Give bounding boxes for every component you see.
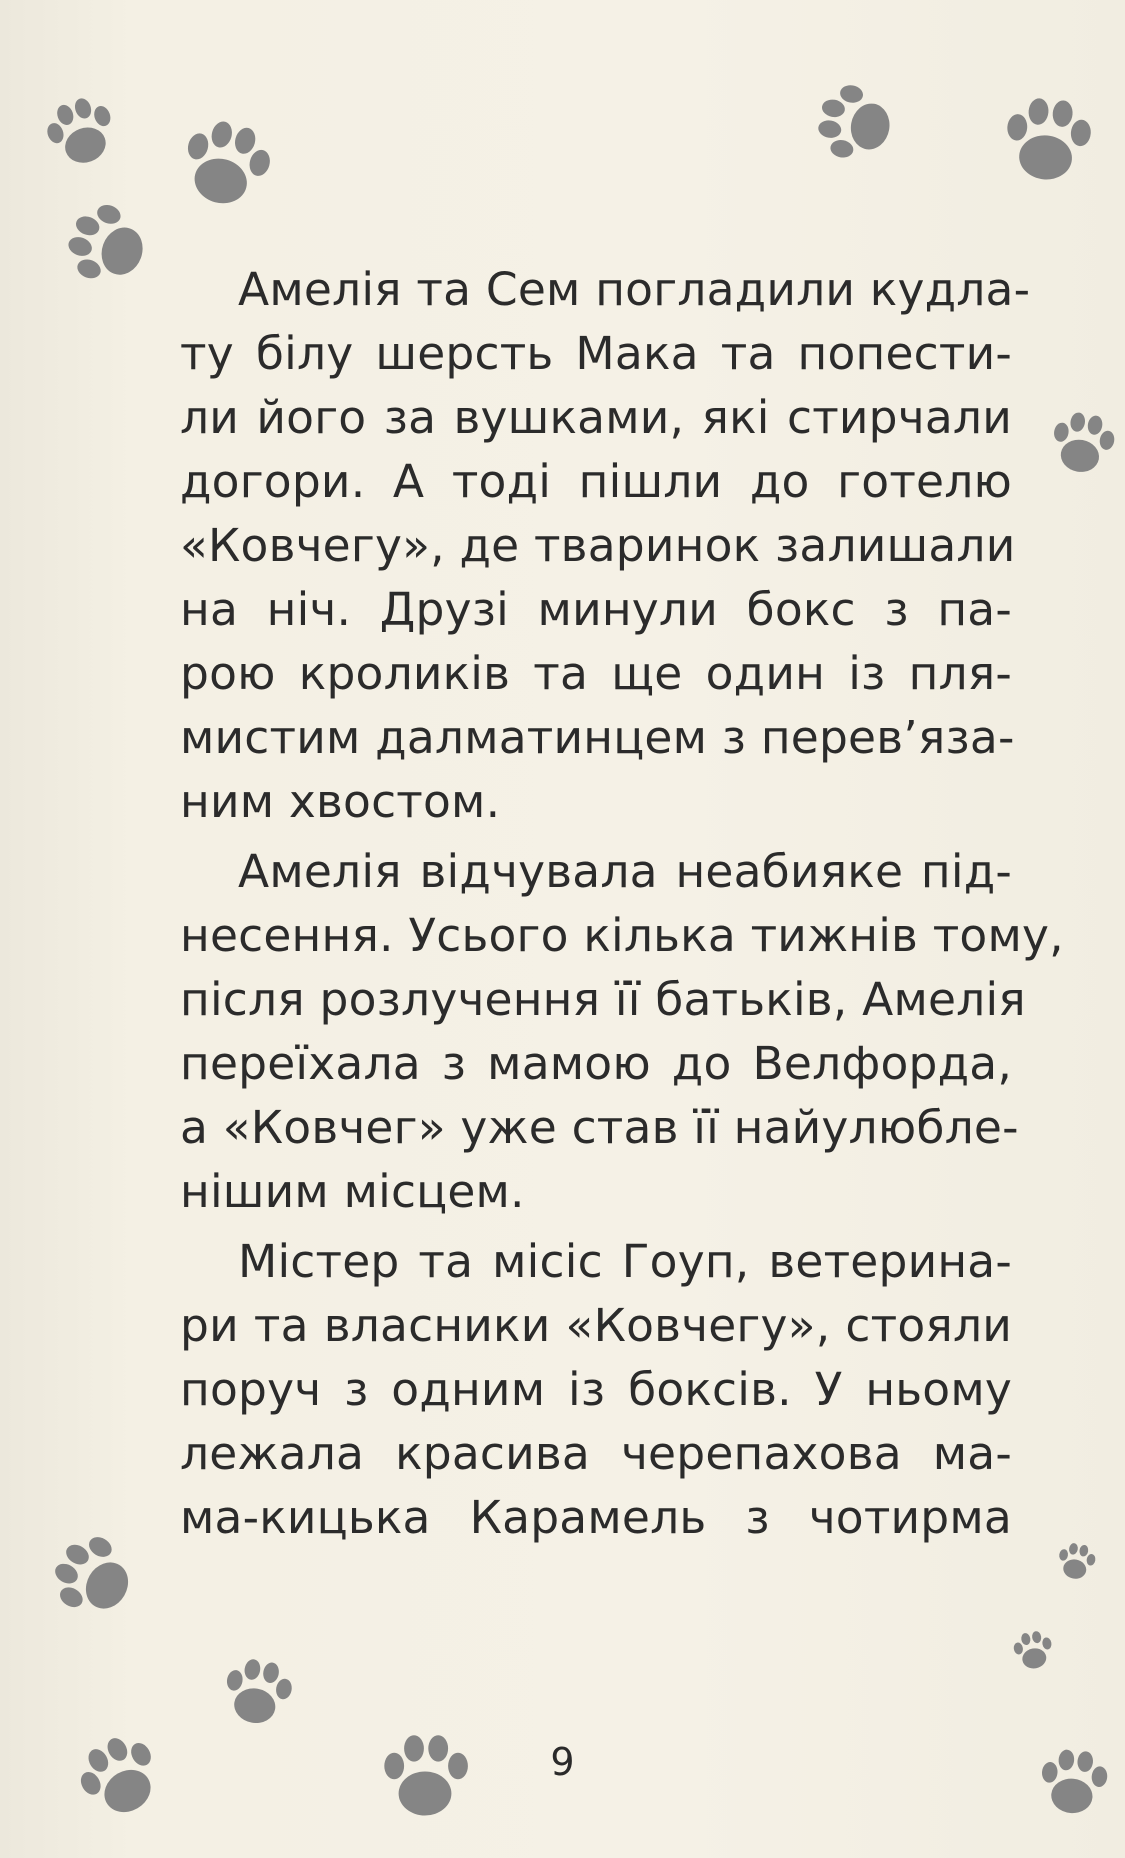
text-line: рою кроликів та ще один із пля- (180, 647, 1012, 700)
paw-print-icon (158, 98, 293, 233)
paw-print-icon (207, 1643, 307, 1743)
paw-print-icon (1048, 1534, 1104, 1590)
text-line: поруч з одним із боксів. У ньому (180, 1363, 1012, 1416)
text-line: переїхала з мамою до Велфорда, (180, 1037, 1012, 1090)
paragraph (180, 840, 1064, 1224)
paw-print-icon (26, 78, 136, 188)
paw-print-icon (800, 68, 911, 179)
text-line: лежала красива черепахова ма- (180, 1427, 1012, 1480)
text-line: нішим місцем. (180, 1165, 525, 1218)
paragraph (180, 258, 1031, 834)
text-line: «Ковчегу», де тваринок залишали (180, 519, 1016, 572)
text-line: на ніч. Друзі минули бокс з па- (180, 583, 1012, 636)
paw-print-icon (987, 81, 1106, 200)
paw-print-icon (44, 182, 172, 310)
text-line: догори. А тоді пішли до готелю (180, 455, 1012, 508)
page-number: 9 (550, 1740, 575, 1784)
text-line: мистим далматинцем з перев’яза- (180, 711, 1015, 764)
text-line: ма-кицька Карамель з чотирма (180, 1491, 1012, 1544)
text-line: несення. Усього кілька тижнів тому, (180, 909, 1064, 962)
text-line: а «Ковчег» уже став її найулюбле- (180, 1101, 1019, 1154)
body-text (180, 258, 1064, 1550)
text-line: Амелія відчувала неабияке під- (238, 845, 1012, 898)
text-line: Амелія та Сем погладили кудла- (238, 263, 1031, 316)
text-line: ли його за вушками, які стирчали (180, 391, 1012, 444)
paragraph (180, 1230, 1012, 1550)
paw-print-icon (1004, 1622, 1062, 1680)
text-line: після розлучення її батьків, Амелія (180, 973, 1026, 1026)
paw-print-icon (1036, 398, 1125, 491)
text-line: ту білу шерсть Мака та попести- (180, 327, 1012, 380)
text-line: ним хвостом. (180, 775, 501, 828)
text-line: Містер та місіс Гоуп, ветерина- (238, 1235, 1012, 1288)
paw-print-icon (26, 1510, 163, 1647)
text-line: ри та власники «Ковчегу», стояли (180, 1299, 1012, 1352)
